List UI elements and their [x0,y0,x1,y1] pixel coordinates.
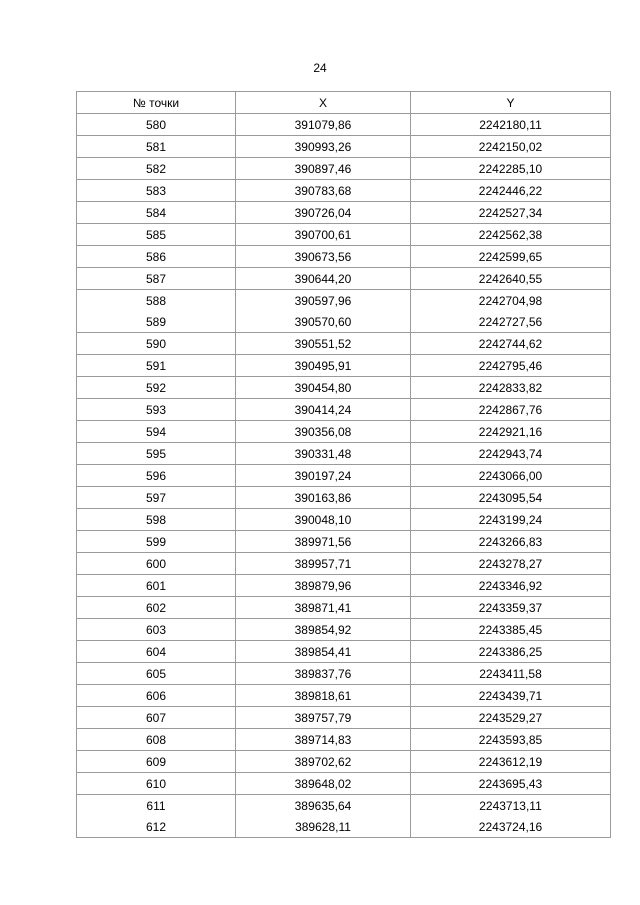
y-coordinate-cell: 2242180,11 [411,114,611,136]
table-row [77,795,611,817]
point-number-cell: 600 [77,553,236,575]
y-coordinate-cell: 2242921,16 [411,421,611,443]
x-coordinate-cell: 389854,92 [236,619,411,641]
y-coordinate-cell: 2243612,19 [411,751,611,773]
table-row [77,290,611,312]
x-coordinate-cell: 390897,46 [236,158,411,180]
table-row [77,707,611,729]
y-coordinate-cell: 2243385,45 [411,619,611,641]
table-row [77,180,611,202]
point-number-cell: 606 [77,685,236,707]
x-coordinate-cell: 389837,76 [236,663,411,685]
x-coordinate-cell: 390993,26 [236,136,411,158]
point-number-cell: 610 [77,773,236,795]
table-row [77,355,611,377]
point-number-cell: 604 [77,641,236,663]
x-coordinate-cell: 390356,08 [236,421,411,443]
table-row [77,465,611,487]
x-coordinate-cell: 389871,41 [236,597,411,619]
table-row [77,421,611,443]
table-row [77,136,611,158]
coordinates-table [76,91,611,838]
x-coordinate-cell: 389714,83 [236,729,411,751]
table-row [77,641,611,663]
x-coordinate-cell: 389971,56 [236,531,411,553]
point-number-cell: 597 [77,487,236,509]
table-row [77,311,611,333]
y-coordinate-cell: 2243266,83 [411,531,611,553]
table-row [77,509,611,531]
point-number-cell: 596 [77,465,236,487]
page-number: 24 [313,61,327,75]
x-coordinate-cell: 390495,91 [236,355,411,377]
point-number-cell: 582 [77,158,236,180]
y-coordinate-cell: 2243359,37 [411,597,611,619]
point-number-cell: 588 [77,290,236,312]
x-coordinate-cell: 389957,71 [236,553,411,575]
table-row [77,663,611,685]
table-body [77,114,611,838]
x-coordinate-cell: 390331,48 [236,443,411,465]
point-number-cell: 598 [77,509,236,531]
point-number-cell: 584 [77,202,236,224]
point-number-cell: 590 [77,333,236,355]
y-coordinate-cell: 2243199,24 [411,509,611,531]
x-coordinate-cell: 390726,04 [236,202,411,224]
x-coordinate-cell: 390414,24 [236,399,411,421]
point-number-cell: 595 [77,443,236,465]
point-number-cell: 587 [77,268,236,290]
y-coordinate-cell: 2242527,34 [411,202,611,224]
y-coordinate-cell: 2242285,10 [411,158,611,180]
y-coordinate-cell: 2243095,54 [411,487,611,509]
y-coordinate-cell: 2243529,27 [411,707,611,729]
x-coordinate-cell: 389648,02 [236,773,411,795]
table-row [77,531,611,553]
x-coordinate-cell: 391079,86 [236,114,411,136]
point-number-cell: 605 [77,663,236,685]
point-number-cell: 593 [77,399,236,421]
table-row [77,333,611,355]
table-row [77,597,611,619]
y-coordinate-cell: 2242744,62 [411,333,611,355]
x-coordinate-cell: 390454,80 [236,377,411,399]
point-number-cell: 601 [77,575,236,597]
x-coordinate-cell: 389702,62 [236,751,411,773]
y-coordinate-cell: 2242727,56 [411,311,611,333]
table-row [77,487,611,509]
y-coordinate-cell: 2242833,82 [411,377,611,399]
point-number-cell: 609 [77,751,236,773]
x-coordinate-cell: 389854,41 [236,641,411,663]
point-number-cell: 583 [77,180,236,202]
y-coordinate-cell: 2243411,58 [411,663,611,685]
x-coordinate-cell: 389818,61 [236,685,411,707]
table-row [77,729,611,751]
x-coordinate-cell: 390597,96 [236,290,411,312]
y-coordinate-cell: 2243346,92 [411,575,611,597]
x-coordinate-cell: 390673,56 [236,246,411,268]
y-coordinate-cell: 2242640,55 [411,268,611,290]
x-coordinate-cell: 390163,86 [236,487,411,509]
y-coordinate-cell: 2242867,76 [411,399,611,421]
point-number-cell: 585 [77,224,236,246]
x-coordinate-cell: 390551,52 [236,333,411,355]
y-coordinate-cell: 2242562,38 [411,224,611,246]
x-coordinate-cell: 390197,24 [236,465,411,487]
x-coordinate-cell: 389628,11 [236,816,411,838]
point-number-cell: 581 [77,136,236,158]
table-row [77,377,611,399]
table-row [77,443,611,465]
table-row [77,399,611,421]
y-coordinate-cell: 2243439,71 [411,685,611,707]
point-number-cell: 586 [77,246,236,268]
y-coordinate-cell: 2242599,65 [411,246,611,268]
table-row [77,575,611,597]
x-coordinate-cell: 390048,10 [236,509,411,531]
point-number-cell: 591 [77,355,236,377]
x-coordinate-cell: 390644,20 [236,268,411,290]
column-header-y: Y [411,92,611,114]
x-coordinate-cell: 390700,61 [236,224,411,246]
table-row [77,751,611,773]
x-coordinate-cell: 390783,68 [236,180,411,202]
y-coordinate-cell: 2242446,22 [411,180,611,202]
x-coordinate-cell: 389879,96 [236,575,411,597]
point-number-cell: 602 [77,597,236,619]
table-row [77,114,611,136]
column-header-point: № точки [77,92,236,114]
table-row [77,619,611,641]
y-coordinate-cell: 2243724,16 [411,816,611,838]
table-row [77,773,611,795]
y-coordinate-cell: 2242704,98 [411,290,611,312]
table-row [77,224,611,246]
y-coordinate-cell: 2243386,25 [411,641,611,663]
point-number-cell: 611 [77,795,236,817]
table-row [77,158,611,180]
y-coordinate-cell: 2243278,27 [411,553,611,575]
table-row [77,816,611,838]
point-number-cell: 594 [77,421,236,443]
table-row [77,202,611,224]
table-header-row [77,92,611,114]
point-number-cell: 592 [77,377,236,399]
y-coordinate-cell: 2243066,00 [411,465,611,487]
table-row [77,553,611,575]
point-number-cell: 603 [77,619,236,641]
point-number-cell: 607 [77,707,236,729]
column-header-x: X [236,92,411,114]
point-number-cell: 580 [77,114,236,136]
y-coordinate-cell: 2242943,74 [411,443,611,465]
table-row [77,268,611,290]
point-number-cell: 612 [77,816,236,838]
x-coordinate-cell: 390570,60 [236,311,411,333]
point-number-cell: 599 [77,531,236,553]
y-coordinate-cell: 2243593,85 [411,729,611,751]
table-row [77,685,611,707]
point-number-cell: 589 [77,311,236,333]
x-coordinate-cell: 389635,64 [236,795,411,817]
y-coordinate-cell: 2242150,02 [411,136,611,158]
y-coordinate-cell: 2243713,11 [411,795,611,817]
x-coordinate-cell: 389757,79 [236,707,411,729]
point-number-cell: 608 [77,729,236,751]
y-coordinate-cell: 2243695,43 [411,773,611,795]
y-coordinate-cell: 2242795,46 [411,355,611,377]
table-row [77,246,611,268]
